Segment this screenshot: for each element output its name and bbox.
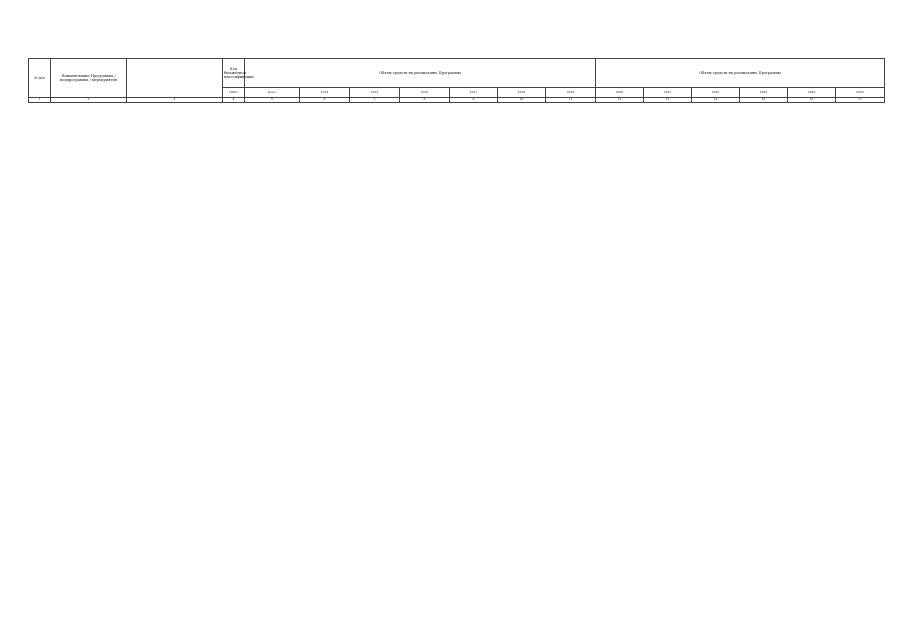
group-b-header: Объем средств на реализацию Программы [596,59,885,88]
column-number-row [29,98,885,103]
column-number: 13 [644,98,692,103]
column-number: 14 [692,98,740,103]
year-header: 2021 [644,88,692,98]
column-number: 11 [546,98,596,103]
col-source-header [127,59,223,98]
year-header: 2023 [740,88,788,98]
year-header: 2016 [400,88,450,98]
col-name-header: Наименование Программы / подпрограммы / мероприятия [51,59,127,98]
year-header: 2017 [450,88,498,98]
column-number: 15 [740,98,788,103]
year-header: 2019 [546,88,596,98]
column-number: 6 [300,98,350,103]
year-header: 2025 [836,88,885,98]
document-sheet [28,58,884,621]
column-number: 1 [29,98,51,103]
sub-code-header: ГРБС [223,88,245,98]
column-number: 16 [788,98,836,103]
column-number: 9 [450,98,498,103]
program-funding-table [28,58,885,103]
column-number: 10 [498,98,546,103]
year-header: 2014 [300,88,350,98]
year-header: 2018 [498,88,546,98]
col-no-header: № п/п [29,59,51,98]
year-header: 2015 [350,88,400,98]
sub-total-header: всего [245,88,300,98]
group-a-header: Объем средств на реализацию Программы [245,59,596,88]
column-number: 8 [400,98,450,103]
column-number: 12 [596,98,644,103]
column-number: 3 [127,98,223,103]
column-number: 17 [836,98,885,103]
col-code-header: Код бюджетной классификации [223,59,245,88]
column-number: 5 [245,98,300,103]
column-number: 2 [51,98,127,103]
column-number: 4 [223,98,245,103]
year-header: 2024 [788,88,836,98]
year-header: 2022 [692,88,740,98]
column-number: 7 [350,98,400,103]
year-header: 2020 [596,88,644,98]
